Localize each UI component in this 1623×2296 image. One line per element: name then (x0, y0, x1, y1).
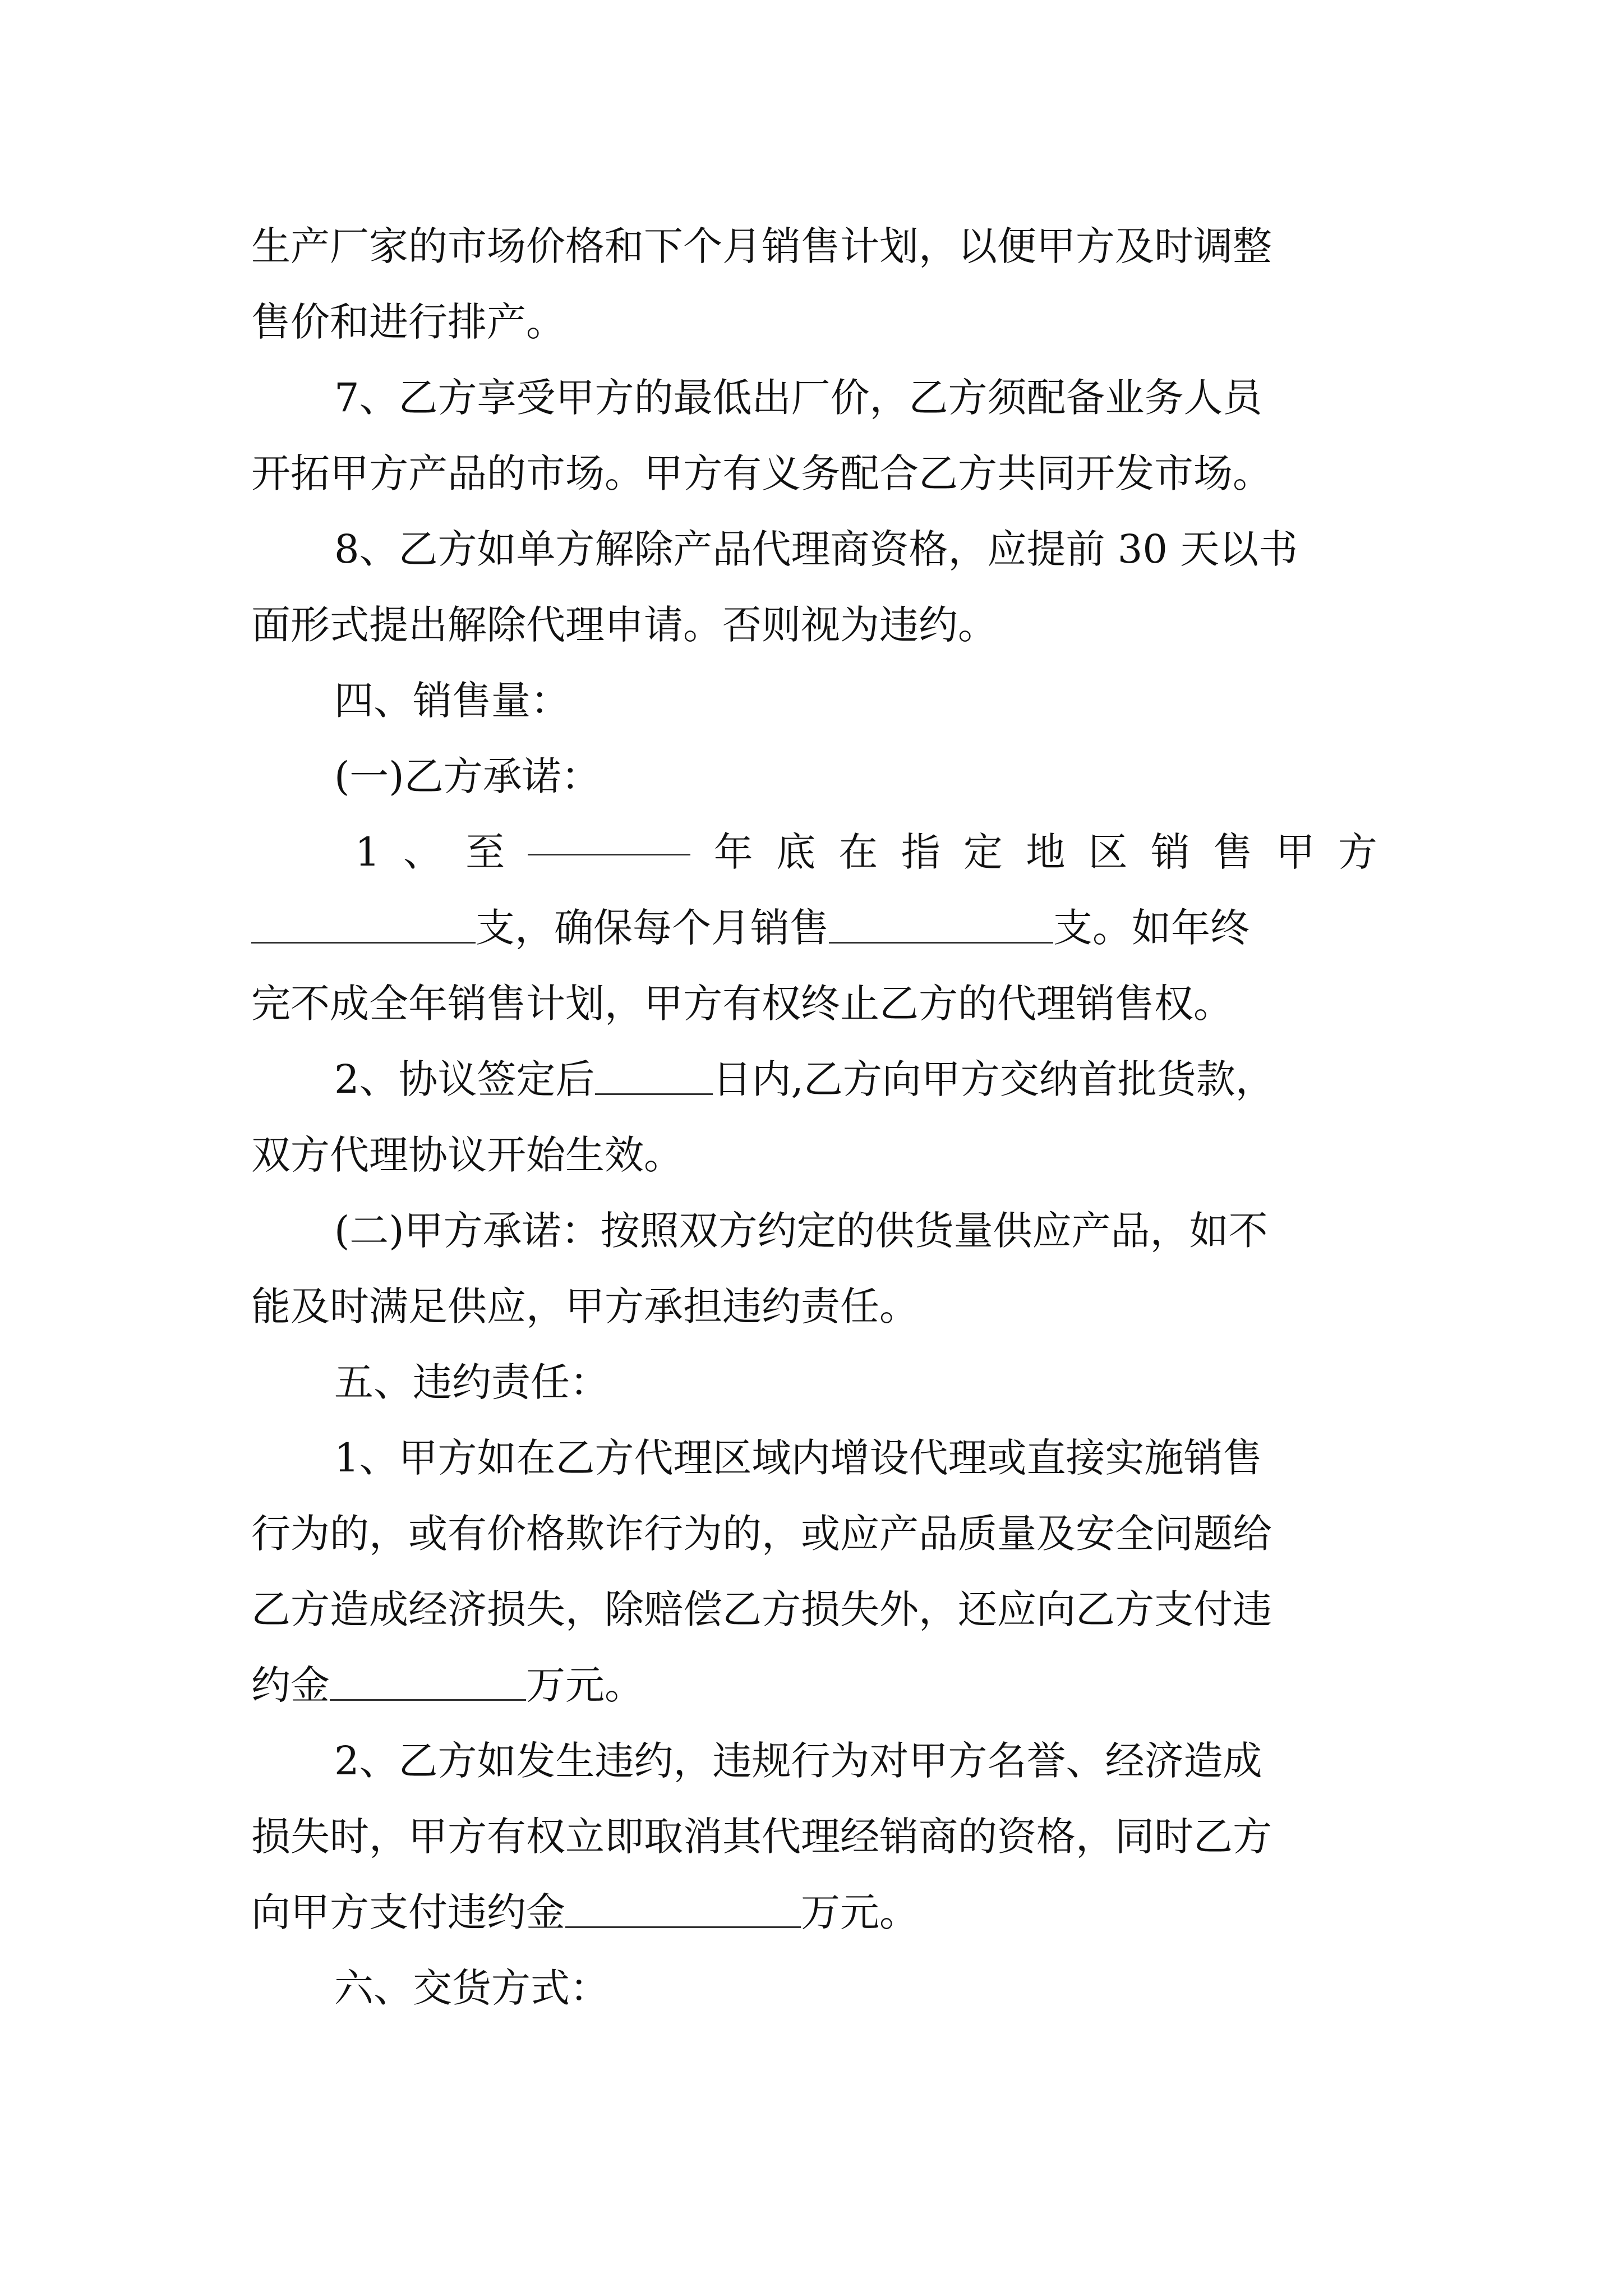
item-text: 约金 (251, 1662, 330, 1708)
item-text: 万元。 (526, 1662, 644, 1708)
paragraph-line: 能及时满足供应，甲方承担违约责任。 (251, 1283, 919, 1329)
item-text: 支，确保每个月销售 (476, 905, 829, 951)
paragraph-line: 双方代理协议开始生效。 (251, 1132, 683, 1178)
paragraph-line: 开拓甲方产品的市场。甲方有义务配合乙方共同开发市场。 (251, 450, 1272, 496)
item-text: 至 (465, 829, 505, 875)
fill-blank (829, 903, 1053, 944)
paragraph-line: 损失时，甲方有权立即取消其代理经销商的资格，同时乙方 (251, 1814, 1272, 1860)
item-text: 地 (1026, 829, 1066, 875)
fill-blank (595, 1054, 713, 1095)
item-1-line-1 (251, 815, 1377, 890)
item-text: 向甲方支付违约金 (251, 1889, 565, 1935)
item-text: 1 (355, 829, 380, 875)
item-text: 区 (1088, 829, 1128, 875)
section-heading: 四、销售量： (334, 678, 570, 724)
paragraph-line: 乙方造成经济损失，除赔偿乙方损失外，还应向乙方支付违 (251, 1586, 1272, 1632)
item-text: 万元。 (801, 1889, 919, 1935)
item-text: 日内,乙方向甲方交纳首批货款， (712, 1056, 1275, 1102)
paragraph-line-with-blank (251, 1875, 1377, 1950)
item-text: 定 (963, 829, 1003, 875)
subsection-heading: (一)乙方承诺： (334, 753, 601, 799)
fill-blank (330, 1660, 526, 1701)
paragraph-line: (二)甲方承诺：按照双方约定的供货量供应产品，如不 (334, 1208, 1268, 1254)
paragraph-line: 1、甲方如在乙方代理区域内增设代理或直接实施销售 (334, 1435, 1262, 1481)
fill-blank (251, 903, 476, 944)
item-text: 底 (776, 829, 816, 875)
fill-blank (565, 1887, 801, 1928)
paragraph-line: 生产厂家的市场价格和下个月销售计划，以便甲方及时调整 (251, 223, 1272, 269)
item-text: 、 (403, 829, 442, 875)
item-text: 方 (1338, 829, 1377, 875)
item-text: 销 (1150, 829, 1190, 875)
paragraph-line: 行为的，或有价格欺诈行为的，或应产品质量及安全问题给 (251, 1511, 1272, 1557)
section-heading: 五、违约责任： (334, 1359, 609, 1405)
paragraph-line: 2、乙方如发生违约，违规行为对甲方名誉、经济造成 (334, 1738, 1262, 1784)
section-heading: 六、交货方式： (334, 1965, 609, 2011)
document-page (251, 209, 1377, 2026)
paragraph-line: 售价和进行排产。 (251, 299, 565, 345)
paragraph-line: 面形式提出解除代理申请。否则视为违约。 (251, 602, 997, 648)
item-2-line-1 (251, 1042, 1377, 1117)
item-text: 2、协议签定后 (334, 1056, 595, 1102)
item-1-line-2 (251, 890, 1377, 966)
paragraph-line: 7、乙方享受甲方的最低出厂价，乙方须配备业务人员 (334, 375, 1262, 421)
item-text: 年 (713, 829, 753, 875)
item-text: 售 (1213, 829, 1253, 875)
paragraph-line: 完不成全年销售计划，甲方有权终止乙方的代理销售权。 (251, 981, 1233, 1027)
item-text: 指 (901, 829, 940, 875)
item-text: 在 (838, 829, 878, 875)
item-text: 甲 (1275, 829, 1315, 875)
paragraph-line-with-blank (251, 1648, 1377, 1723)
fill-blank (528, 815, 690, 855)
paragraph-line: 8、乙方如单方解除产品代理商资格，应提前 30 天以书 (334, 526, 1298, 572)
item-text: 支。如年终 (1053, 905, 1249, 951)
